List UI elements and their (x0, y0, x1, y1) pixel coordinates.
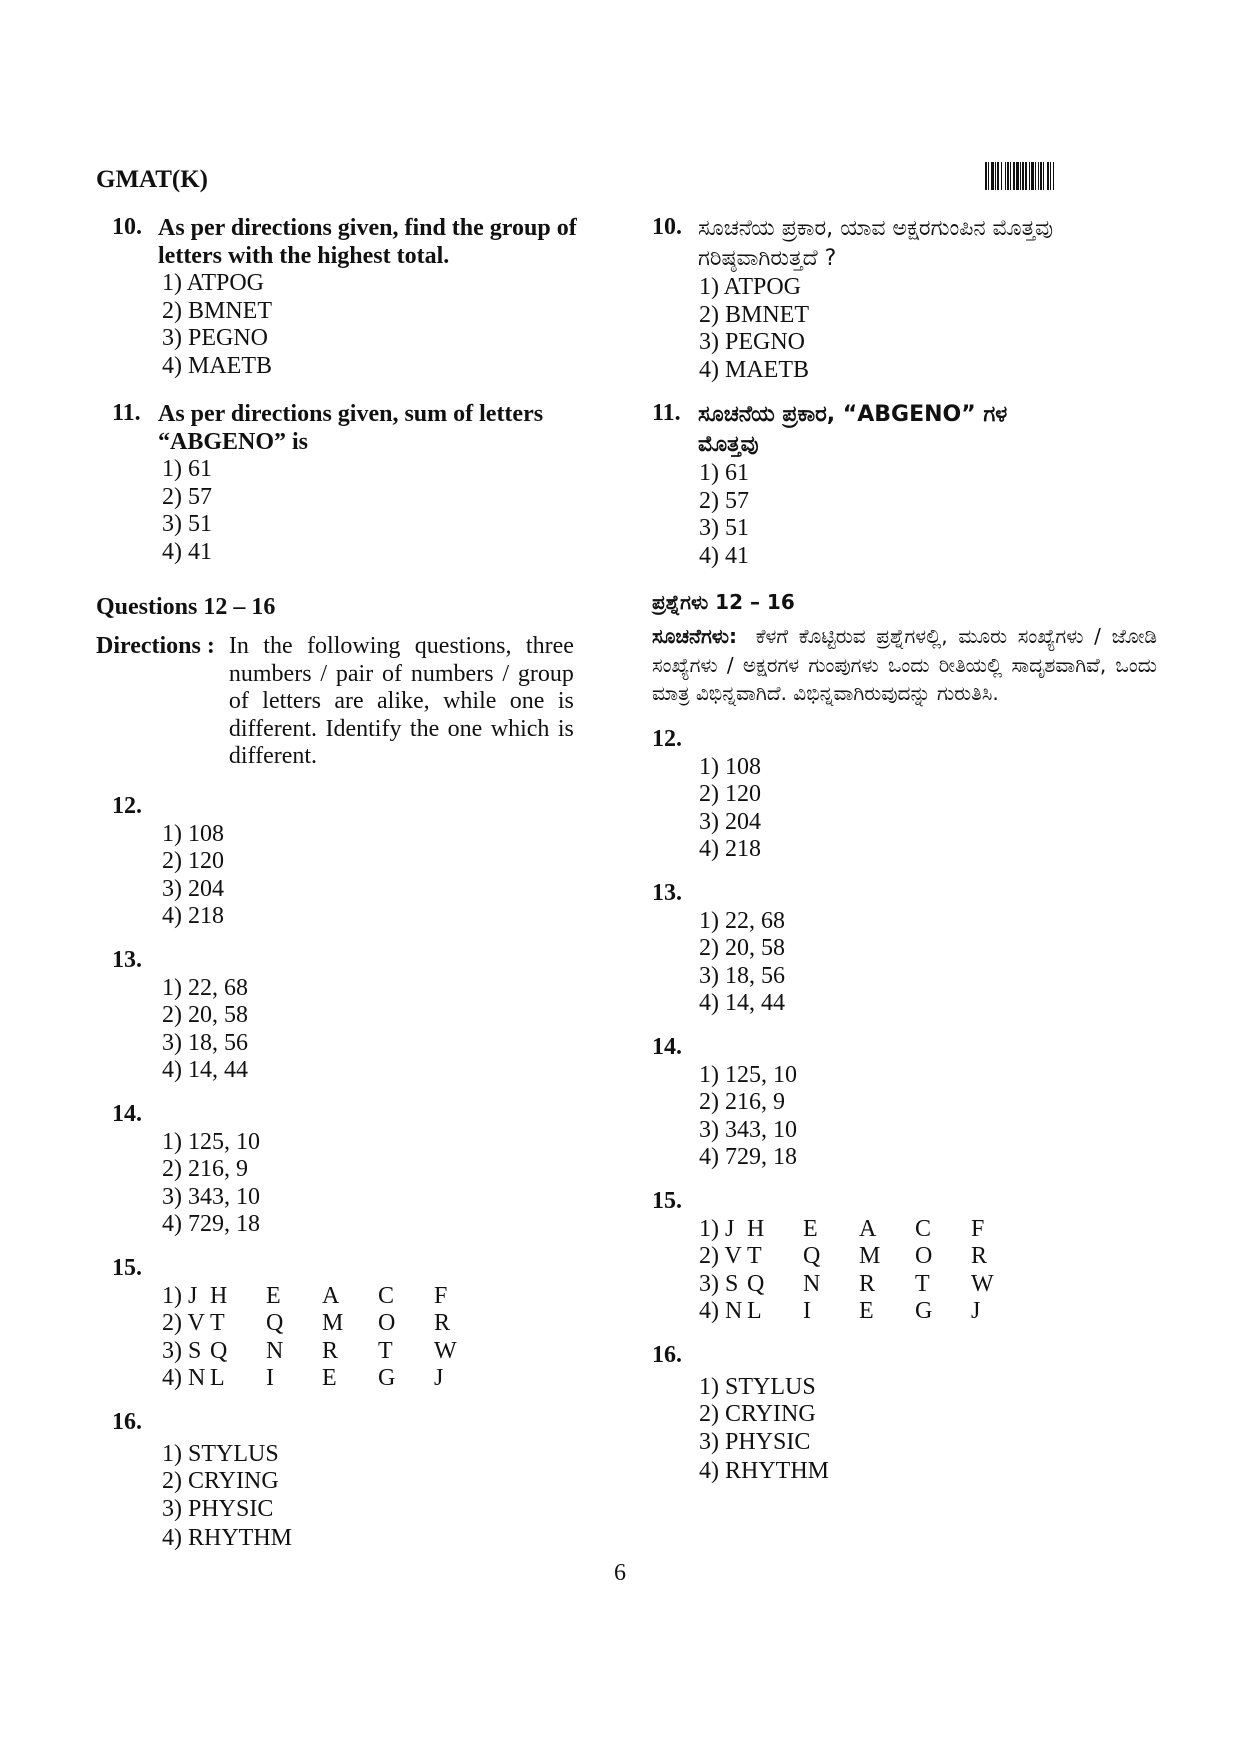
option: 3) 18, 56 (162, 1029, 248, 1056)
question-number: 11. (112, 400, 141, 426)
letter-cell: R (434, 1310, 451, 1336)
letter-cell: Q (210, 1337, 228, 1364)
options (162, 947, 616, 1085)
question-16 (96, 1409, 616, 1553)
letter-cell: E (803, 1215, 818, 1242)
letter-cell: Q (266, 1310, 284, 1336)
letter-cell: F (971, 1215, 985, 1242)
option: 1) 61 (162, 456, 212, 482)
option: 3) 204 (699, 808, 761, 835)
letter-cell: R (322, 1337, 339, 1364)
letter-cell: Q (747, 1270, 765, 1297)
question-13 (652, 880, 1157, 1018)
option: 4) MAETB (699, 356, 809, 383)
question-number: 13. (652, 879, 682, 906)
question-10 (652, 214, 1157, 384)
question-text: ಸೂಚನೆಯ ಪ್ರಕಾರ, ಯಾವ ಅಕ್ಷರಗುಂಪಿನ ಮೊತ್ತವು ಗರಿಷ್ಠವಾಗಿರುತ್ತದೆ ? (698, 216, 1054, 271)
options (699, 460, 1157, 570)
letter-cell: H (210, 1282, 228, 1309)
option: 3) PHYSIC (162, 1495, 274, 1522)
options (699, 1342, 1157, 1486)
letter-cell: E (322, 1365, 337, 1391)
section-title: ಪ್ರಶ್ನೆಗಳು 12 – 16 (652, 590, 795, 614)
option: 4) 41 (162, 538, 212, 565)
option: 4) MAETB (162, 352, 272, 379)
english-column (96, 214, 616, 1569)
directions-text (652, 622, 1157, 708)
letter-cell: M (322, 1310, 344, 1336)
question-11 (96, 400, 616, 566)
letter-cell: I (266, 1365, 274, 1391)
option: 1) STYLUS (699, 1373, 816, 1400)
option: 3) 343, 10 (699, 1116, 797, 1143)
letter-cell: 1) J (162, 1282, 198, 1309)
question-14 (96, 1101, 616, 1239)
question-12 (652, 726, 1157, 864)
options (699, 726, 1157, 864)
letter-cell: L (210, 1365, 225, 1391)
letter-cell: A (322, 1282, 340, 1309)
letter-cell: G (915, 1298, 933, 1324)
option: 2) CRYING (699, 1401, 816, 1427)
option: 2) BMNET (162, 297, 272, 324)
option: 3) PEGNO (162, 325, 268, 351)
option: 4) 218 (162, 903, 224, 929)
option: 1) 22, 68 (162, 974, 248, 1001)
letter-cell: M (859, 1243, 881, 1269)
letter-cell: W (434, 1337, 457, 1364)
question-16 (652, 1342, 1157, 1486)
option: 2) CRYING (162, 1468, 279, 1494)
options (699, 880, 1157, 1018)
option: 4) RHYTHM (699, 1458, 829, 1484)
exam-code: GMAT(K) (96, 166, 209, 193)
question-12 (96, 793, 616, 931)
option: 3) PHYSIC (699, 1428, 811, 1455)
option: 3) 204 (162, 875, 224, 902)
option: 4) 14, 44 (162, 1057, 248, 1083)
letter-grid (162, 1255, 616, 1393)
option: 1) ATPOG (699, 274, 802, 300)
barcode-image (985, 162, 1150, 190)
letter-cell: T (747, 1243, 762, 1269)
directions (96, 633, 616, 771)
option: 2) 20, 58 (162, 1002, 248, 1028)
directions-label: ಸೂಚನೆಗಳು: (652, 624, 737, 648)
letter-cell: O (915, 1243, 933, 1269)
letter-cell: N (803, 1270, 821, 1297)
option: 2) 20, 58 (699, 935, 785, 961)
letter-cell: T (915, 1270, 930, 1297)
options (699, 1034, 1157, 1172)
options (162, 1101, 616, 1239)
option: 1) 22, 68 (699, 907, 785, 934)
option: 4) 14, 44 (699, 990, 785, 1016)
question-number: 13. (112, 946, 142, 973)
options (162, 270, 616, 380)
letter-cell: 4) N (699, 1298, 743, 1324)
option: 3) 343, 10 (162, 1183, 260, 1210)
letter-cell: E (859, 1298, 874, 1324)
letter-cell: 3) S (162, 1337, 202, 1364)
option: 4) 729, 18 (162, 1211, 260, 1237)
letter-cell: L (747, 1298, 762, 1324)
letter-cell: W (971, 1270, 994, 1297)
page-number: 6 (614, 1560, 626, 1586)
option: 1) 108 (699, 753, 761, 780)
letter-cell: C (915, 1215, 932, 1242)
option: 3) PEGNO (699, 329, 805, 355)
question-number: 10. (652, 214, 682, 240)
question-number: 10. (112, 214, 142, 240)
option: 1) 125, 10 (699, 1061, 797, 1088)
letter-cell: G (378, 1365, 396, 1391)
letter-cell: O (378, 1310, 396, 1336)
options (162, 793, 616, 931)
directions-text: In the following questions, three numbers / pair of numbers / group of letters are alike, while one is different. Identify the one which is different. (228, 633, 574, 769)
directions-body: ಕೆಳಗೆ ಕೊಟ್ಟಿರುವ ಪ್ರಶ್ನೆಗಳಲ್ಲಿ, ಮೂರು ಸಂಖ್ಯೆಗಳು / ಜೋಡಿ ಸಂಖ್ಯೆಗಳು / ಅಕ್ಷರಗಳ ಗುಂಪುಗಳು ಒಂದು ರೀತಿಯಲ್ಲಿ ಸಾದೃಶವಾಗಿವೆ, ಒಂದು ಮಾತ್ರ ವಿಭಿನ್ನವಾಗಿದೆ. ವಿಭಿನ್ನವಾಗಿರುವುದನ್ನು ಗುರುತಿಸಿ. (652, 624, 1157, 705)
question-number: 11. (652, 400, 681, 426)
option: 2) 120 (699, 781, 761, 807)
section-title: Questions 12 – 16 (96, 594, 276, 620)
options (162, 1409, 616, 1553)
letter-grid (699, 1188, 1157, 1326)
question-11 (652, 400, 1157, 570)
question-text: As per directions given, sum of letters “ABGENO” is (158, 401, 544, 455)
question-10 (96, 214, 616, 380)
question-number: 16. (112, 1408, 142, 1435)
option: 1) 61 (699, 460, 749, 486)
option: 4) 218 (699, 836, 761, 862)
option: 2) 57 (162, 483, 212, 510)
letter-cell: N (266, 1337, 284, 1364)
option: 4) RHYTHM (162, 1525, 292, 1551)
question-15 (96, 1255, 616, 1393)
options (699, 274, 1157, 384)
option: 2) 120 (162, 848, 224, 874)
option: 1) ATPOG (162, 270, 265, 296)
option: 2) 216, 9 (699, 1089, 785, 1115)
question-number: 12. (112, 792, 142, 819)
question-text: ಸೂಚನೆಯ ಪ್ರಕಾರ, “ABGENO” ಗಳ ಮೊತ್ತವು (698, 402, 1008, 457)
option: 3) 51 (699, 515, 749, 541)
letter-cell: A (859, 1215, 877, 1242)
option: 1) STYLUS (162, 1440, 279, 1467)
letter-cell: Q (803, 1243, 821, 1269)
question-number: 14. (652, 1033, 682, 1060)
question-number: 16. (652, 1341, 682, 1368)
letter-cell: E (266, 1282, 281, 1309)
question-number: 14. (112, 1100, 142, 1127)
option: 4) 41 (699, 542, 749, 569)
option: 2) BMNET (699, 301, 809, 328)
letter-cell: J (434, 1365, 444, 1391)
letter-cell: 2) V (162, 1310, 205, 1336)
question-number: 15. (112, 1254, 142, 1281)
question-15 (652, 1188, 1157, 1326)
option: 2) 57 (699, 487, 749, 514)
letter-cell: T (210, 1310, 225, 1336)
option: 4) 729, 18 (699, 1144, 797, 1170)
option: 2) 216, 9 (162, 1156, 248, 1182)
letter-cell: 3) S (699, 1270, 739, 1297)
letter-cell: T (378, 1337, 393, 1364)
letter-cell: 4) N (162, 1365, 206, 1391)
letter-cell: 1) J (699, 1215, 735, 1242)
kannada-column (652, 214, 1157, 1502)
letter-cell: I (803, 1298, 811, 1324)
option: 1) 125, 10 (162, 1128, 260, 1155)
question-number: 15. (652, 1187, 682, 1214)
question-14 (652, 1034, 1157, 1172)
letter-cell: R (859, 1270, 876, 1297)
letter-cell: 2) V (699, 1243, 742, 1269)
question-number: 12. (652, 725, 682, 752)
option: 3) 51 (162, 511, 212, 537)
question-text: As per directions given, find the group of letters with the highest total. (158, 215, 577, 269)
letter-cell: J (971, 1298, 981, 1324)
directions (652, 622, 1157, 708)
letter-cell: R (971, 1243, 988, 1269)
option: 3) 18, 56 (699, 962, 785, 989)
letter-cell: C (378, 1282, 395, 1309)
letter-cell: H (747, 1215, 765, 1242)
question-13 (96, 947, 616, 1085)
option: 1) 108 (162, 820, 224, 847)
options (162, 456, 616, 566)
directions-label: Directions : (96, 633, 215, 659)
letter-cell: F (434, 1282, 448, 1309)
